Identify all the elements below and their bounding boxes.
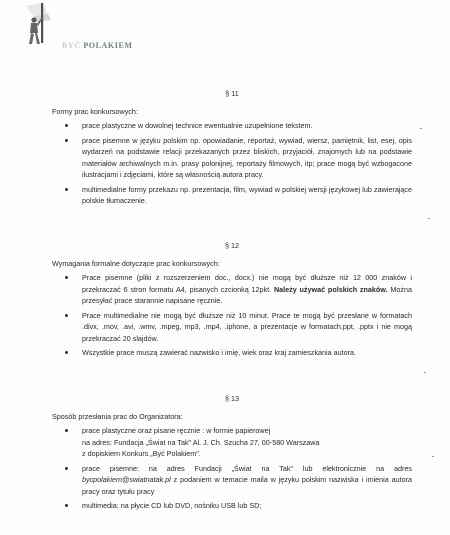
list-item: Prace pisemne (pliki z rozszerzeniem doc., docx.) nie mogą być dłuższe niż 12 000 znaków i przekraczać 6 stron formatu A4, pisanych czcionką 12pkt. Należy używać polskich znaków. Można przesyłać prace starannie napisane ręcznie.: [52, 272, 412, 307]
section-11: [52, 88, 412, 210]
bullet-list: [52, 272, 412, 359]
list-item: prace plastyczne oraz pisane ręcznie : w formie papierowej na adres: Fundacja „Świat na Tak" Al. J. Ch. Szucha 27, 00-580 Warszawa z dopiskiem Konkurs „Być Polakiem".: [52, 425, 412, 460]
list-item: multimedia: na płycie CD lub DVD, nośniku USB lub SD;: [52, 500, 412, 512]
section-number: § 11: [225, 89, 239, 98]
logo-wordmark: BYĆ POLAKIEM: [62, 41, 133, 50]
section-12: [52, 240, 412, 362]
list-item: Prace multimedialne nie mogą być dłuższe niż 10 minut. Prace te mogą być przesłane w formatach .divx, .mov, .avi, .wmv, .mpeg, mp3, .mp4, .iphone, a prezentacje w formatach.ppt, .pptx i nie mogą przekraczać 20 slajdów.: [52, 310, 412, 345]
section-intro: Wymagania formalne dotyczące prac konkursowych:: [52, 258, 220, 268]
section-number: § 13: [225, 394, 239, 403]
bullet-list: [52, 120, 412, 207]
scan-speck: [424, 372, 426, 373]
bullet-list: [52, 425, 412, 512]
list-item: multimedialne formy przekazu np. prezentacja, film, wywiad w polskiej wersji językowej lub zawierające polskie tłumaczenie.: [52, 184, 412, 207]
section-intro: Sposób przesłania prac do Organizatora:: [52, 411, 183, 421]
list-item: prace pisemne w języku polskim np. opowiadanie, reportaż, wywiad, wiersz, pamiętnik, list, esej, opis wydarzeń na podstawie relacji przekazanych przez bliskich, przyjaciół, znajomych lub na podstawie materiałów archiwalnych m.in. prasy polonijnej, reportaży filmowych, itp; prace mogą być wzbogacone ilustracjami i zdjęciami, które są własnością autora pracy.: [52, 135, 412, 181]
list-item: prace plastyczne w dowolnej technice ewentualnie uzupełnione tekstem.: [52, 120, 412, 132]
section-intro: Formy prac konkursowych:: [52, 106, 138, 116]
scan-speck: [428, 218, 430, 219]
email-address: bycpolakiem@swiatnatak.pl: [82, 475, 171, 484]
scan-speck: [432, 456, 434, 457]
list-item: Wszystkie prace muszą zawierać nazwisko i imię, wiek oraz kraj zamieszkania autora.: [52, 347, 412, 359]
list-item: prace pisemne: na adres Fundacji „Świat na Tak" lub elektronicznie na adres bycpolakiem@swiatnatak.pl z podaniem w temacie maila w języku polskim nazwiska i imienia autora pracy oraz tytułu pracy: [52, 463, 412, 498]
scan-speck: [420, 128, 422, 129]
section-number: § 12: [225, 241, 239, 250]
section-13: [52, 393, 412, 515]
bold-note: Należy używać polskich znaków.: [273, 284, 388, 294]
